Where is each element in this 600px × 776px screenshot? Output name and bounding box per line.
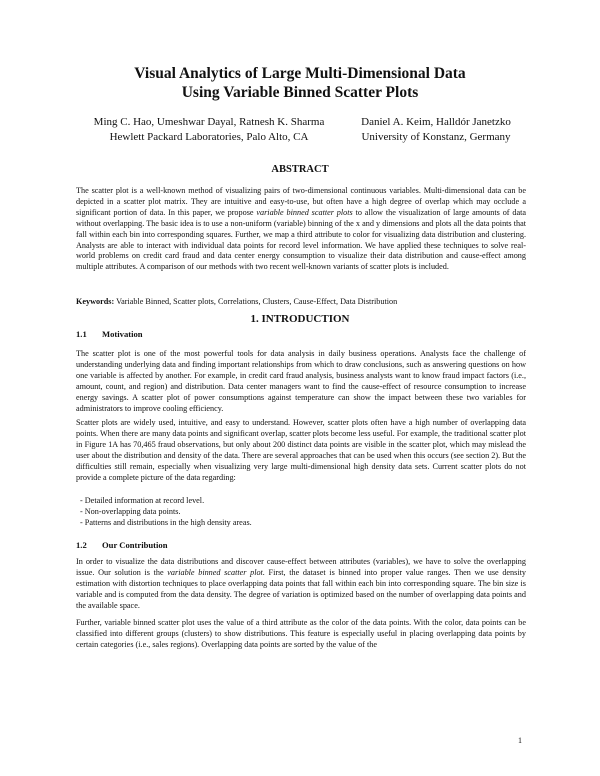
abstract-paragraph: The scatter plot is a well-known method of visualizing pairs of two-dimensional continuous variables. Multi-dimensional data can be depicted in a scatter plot matrix. They are intuitive and easy-to-use, but often have a high degree of overlap which may occlude a significant portion of data. In this paper, we propose variable binned scatter plots to allow the visualization of large amounts of data without overlapping. The basic idea is to use a non-uniform (variable) binning of the x and y dimensions and plots all the data points that fall within each bin into corresponding squares. Further, we map a third attribute to color for visualizing data distribution and clustering. Analysts are able to interact with individual data points for record level information. We have applied these techniques to solve real-world problems on credit card fraud and data center energy consumption to visualize their data distribution and cause-effect among multiple attributes. A comparison of our methods with two recent well-known variants of scatter plots is included.	[76, 186, 526, 272]
list-item: - Non-overlapping data points.	[80, 506, 181, 516]
section-introduction-heading: 1. INTRODUCTION	[250, 313, 350, 325]
requirements-list	[80, 496, 520, 529]
subsection-motivation-heading: 1.1 Motivation	[76, 329, 143, 339]
contribution-paragraph-1: In order to visualize the data distributions and discover cause-effect between attributes (variables), we have to solve the overlapping issue. Our solution is the variable binned scatter plot. First, the dataset is binned into proper value ranges. Then we use density estimation with distortion techniques to place overlapping data points that fall within each bin into corresponding square. The bin size is variable and is computed from the data density. The degree of variation is optimized based on the number of overlapping data points and the available space.	[76, 557, 526, 610]
affiliation-hp: Hewlett Packard Laboratories, Palo Alto, CA	[109, 131, 309, 143]
authors-konstanz	[336, 115, 536, 145]
list-item: - Patterns and distributions in the high density areas.	[80, 517, 252, 527]
abstract-heading: ABSTRACT	[271, 164, 329, 175]
keywords-label: Keywords:	[76, 297, 115, 306]
affiliation-konstanz: University of Konstanz, Germany	[361, 131, 511, 143]
page-number: 1	[518, 736, 522, 745]
title-line-2: Using Variable Binned Scatter Plots	[181, 84, 419, 101]
contribution-paragraph-2: Further, variable binned scatter plot uses the value of a third attribute as the color of the data points. With the color, data points can be classified into different groups (clusters) to show distributions. This feature is especially useful in placing overlapping data points by certain categories (i.e., sales regions). Overlapping data points are sorted by the value of the	[76, 618, 526, 649]
motivation-paragraph-2: Scatter plots are widely used, intuitive, and easy to understand. However, scatter plots often have a high number of overlapping data points. When there are many data points and significant overlap, scatter plots become less useful. For example, the traditional scatter plot in Figure 1A has 70,465 fraud observations, but only about 200 distinct data points are visible in the scatter plot, which may mislead the user about the distribution and density of the data. There are several approaches that can be used when this occurs (see section 2). But the difficulties still remain, especially when visualizing very large multi-dimensional high density data sets. Current scatter plots do not provide a complete picture of the data regarding:	[76, 418, 527, 482]
paper-title	[0, 64, 600, 102]
author-names-hp: Ming C. Hao, Umeshwar Dayal, Ratnesh K. Sharma	[93, 116, 325, 128]
list-item: - Detailed information at record level.	[80, 496, 205, 505]
title-line-1: Visual Analytics of Large Multi-Dimensional Data	[134, 65, 466, 82]
motivation-paragraph-1: The scatter plot is one of the most powerful tools for data analysis in daily business operations. Analysts face the challenge of understanding underlying data and finding important relationships from which to draw conclusions, such as answering questions on how one variable is affected by another. For example, in credit card fraud analysis, business analysts want to know fraud impact factors (i.e., amount, count, and region) and distribution. Data center managers want to find the cause-effect of resource consumption to increase energy savings. A scatter plot of power consumptions against temperature can show the impact between these two variables for administrators to improve cooling efficiency.	[76, 349, 526, 413]
author-names-konstanz: Daniel A. Keim, Halldór Janetzko	[361, 116, 511, 128]
authors-hp	[84, 115, 334, 145]
subsection-contribution-heading: 1.2 Our Contribution	[76, 540, 168, 550]
keywords-line	[76, 297, 526, 306]
keywords-text: Variable Binned, Scatter plots, Correlations, Clusters, Cause-Effect, Data Distribution	[114, 297, 398, 306]
